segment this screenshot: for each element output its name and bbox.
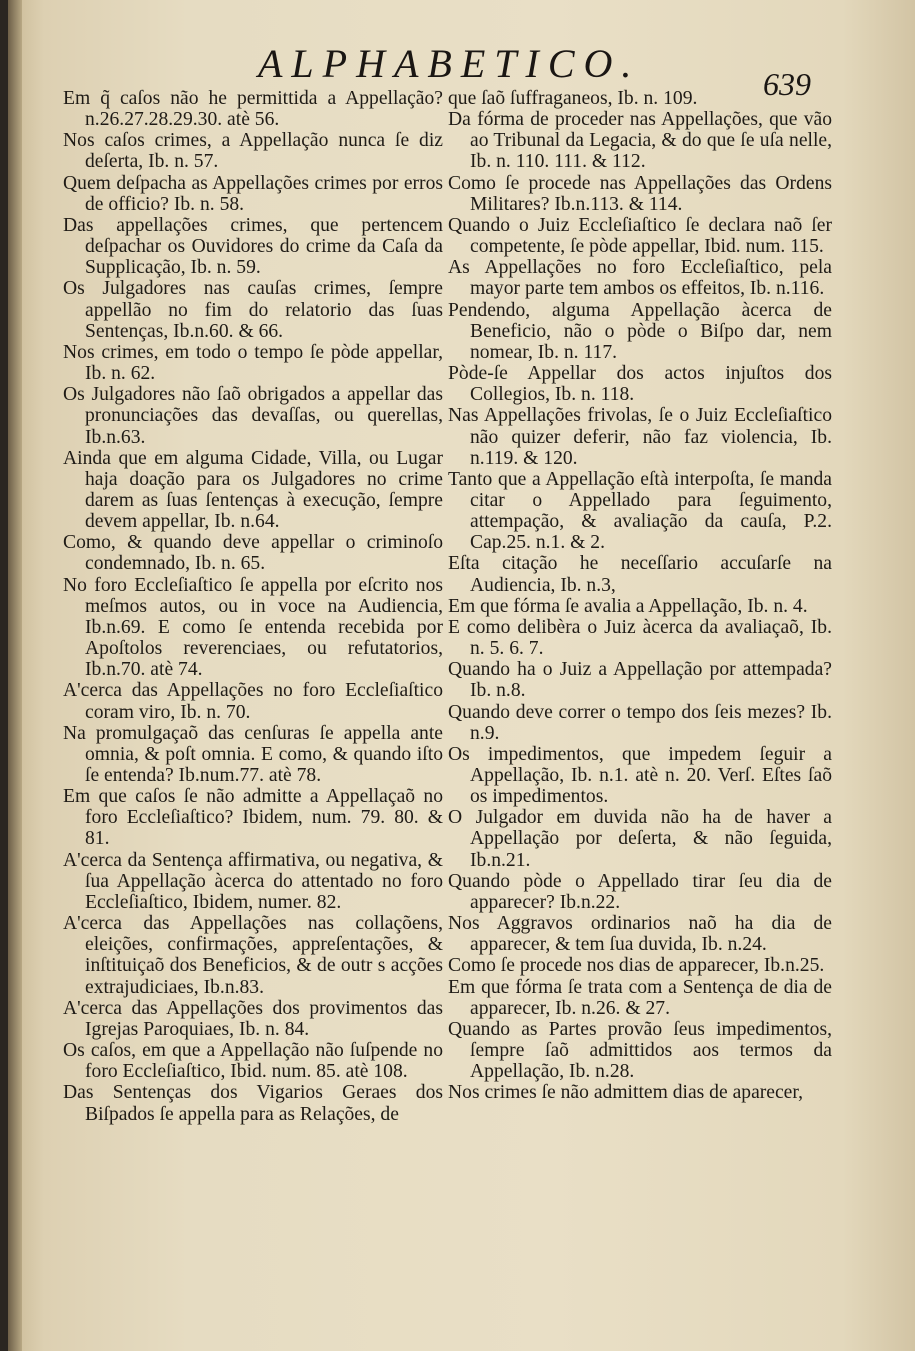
index-entry: Nos crimes ſe não admittem dias de aparecer,: [448, 1082, 804, 1104]
index-entry: A'cerca das Appellações dos provimentos das Igrejas Paroquiaes, Ib. n. 84.: [63, 997, 443, 1040]
book-page: [8, 0, 915, 1351]
right-index-column: [448, 88, 832, 1104]
index-entry: Quando pòde o Appellado tirar ſeu dia de apparecer? Ib.n.22.: [448, 870, 832, 913]
index-entry: E como delibèra o Juiz àcerca da avaliaçaõ, Ib. n. 5. 6. 7.: [448, 616, 832, 660]
index-entry: Nos caſos crimes, a Appellação nunca ſe diz deſerta, Ib. n. 57.: [63, 130, 443, 173]
index-entry: Como, & quando deve appellar o criminoſo condemnado, Ib. n. 65.: [63, 532, 443, 575]
index-entry: Em q̃ caſos não he permittida a Appellação? n.26.27.28.29.30. atè 56.: [63, 88, 443, 131]
page-number: 639: [763, 66, 811, 102]
index-entry: Nos Aggravos ordinarios naõ ha dia de apparecer, & tem ſua duvida, Ib. n.24.: [448, 913, 832, 956]
index-entry: O Julgador em duvida não ha de haver a Appellação por deſerta, & não ſeguida, Ib.n.21.: [448, 807, 832, 871]
index-entry: Pendendo, alguma Appellação àcerca de Beneficio, não o pòde o Biſpo dar, nem nomear, Ib. n. 117.: [448, 299, 832, 363]
index-entry: As Appellações no foro Eccleſiaſtico, pela mayor parte tem ambos os effeitos, Ib. n.116.: [448, 257, 832, 300]
index-entry: Os caſos, em que a Appellação não ſuſpende no foro Eccleſiaſtico, Ibid. num. 85. atè 108.: [63, 1040, 443, 1083]
index-entry: A'cerca das Appellações nas collaçõens, eleições, confirmações, appreſentações, & inſtituiçaõ dos Beneficios, & de outr s acções extrajudiciaes, Ib.n.83.: [63, 913, 443, 998]
index-entry: Pòde-ſe Appellar dos actos injuſtos dos Collegios, Ib. n. 118.: [448, 363, 832, 406]
index-entry: Tanto que a Appellação eſtà interpoſta, ſe manda citar o Appellado para ſeguimento, attempação, & avaliação da cauſa, P.2. Cap.25. n.1. & 2.: [448, 468, 832, 554]
index-entry: Os Julgadores nas cauſas crimes, ſempre appellão no fim do relatorio das ſuas Sentenças, Ib.n.60. & 66.: [63, 278, 443, 342]
index-entry: Em que fórma ſe trata com a Sentença de dia de apparecer, Ib. n.26. & 27.: [448, 976, 832, 1019]
left-index-column: [63, 88, 443, 1125]
index-entry: Os Julgadores não ſaõ obrigados a appellar das pronunciações das devaſſas, ou querellas, Ib.n.63.: [63, 384, 443, 448]
index-entry: Quando o Juiz Eccleſiaſtico ſe declara naõ ſer competente, ſe pòde appellar, Ibid. num. 115.: [448, 214, 832, 258]
index-entry: Em que caſos ſe não admitte a Appellaçaõ no foro Eccleſiaſtico? Ibidem, num. 79. 80. & 81.: [63, 786, 443, 850]
index-entry: Nas Appellações frivolas, ſe o Juiz Eccleſiaſtico não quizer deferir, não faz violencia, Ib. n.119. & 120.: [448, 405, 832, 469]
index-entry: Nos crimes, em todo o tempo ſe pòde appellar, Ib. n. 62.: [63, 341, 443, 385]
index-entry: Como ſe procede nos dias de apparecer, Ib.n.25.: [448, 955, 825, 977]
index-entry: Das appellações crimes, que pertencem deſpachar os Ouvidores do crime da Caſa da Supplicação, Ib. n. 59.: [63, 214, 443, 279]
index-entry: Em que fórma ſe avalia a Appellação, Ib. n. 4.: [448, 595, 808, 617]
index-entry: Quando deve correr o tempo dos ſeis mezes? Ib. n.9.: [448, 701, 832, 744]
index-entry: Quem deſpacha as Appellações crimes por erros de officio? Ib. n. 58.: [63, 172, 443, 215]
index-entry: Das Sentenças dos Vigarios Geraes dos Biſpados ſe appella para as Relações, de: [63, 1082, 443, 1125]
index-entry: Da fórma de proceder nas Appellações, que vão ao Tribunal da Legacia, & do que ſe uſa nelle, Ib. n. 110. 111. & 112.: [448, 109, 832, 173]
index-entry: Quando as Partes provão ſeus impedimentos, ſempre ſaõ admittidos aos termos da Appellação, Ib. n.28.: [448, 1018, 832, 1083]
page-gutter: [8, 0, 22, 1351]
index-entry: No foro Eccleſiaſtico ſe appella por eſcrito nos meſmos autos, ou in voce na Audiencia, Ib.n.69. E como ſe entenda recebida por Apoſtolos reverenciaes, ou refutatorios, Ib.n.70. atè 74.: [63, 574, 443, 681]
index-entry: Eſta citação he neceſſario accuſarſe na Audiencia, Ib. n.3,: [448, 553, 832, 596]
index-entry: Os impedimentos, que impedem ſeguir a Appellação, Ib. n.1. atè n. 20. Verſ. Eſtes ſaõ os impedimentos.: [448, 743, 832, 808]
index-entry: Ainda que em alguma Cidade, Villa, ou Lugar haja doação para os Julgadores no crime darem as ſuas ſentenças à execução, ſempre devem appellar, Ib. n.64.: [63, 447, 443, 533]
running-title: ALPHABETICO.: [258, 41, 641, 86]
index-entry: Como ſe procede nas Appellações das Ordens Militares? Ib.n.113. & 114.: [448, 172, 832, 215]
index-entry: Quando ha o Juiz a Appellação por attempada? Ib. n.8.: [448, 659, 832, 702]
index-entry: Na promulgaçaõ das cenſuras ſe appella ante omnia, & poſt omnia. E como, & quando iſto ſe entenda? Ib.num.77. atè 78.: [63, 722, 443, 786]
index-entry: A'cerca das Appellações no foro Eccleſiaſtico coram viro, Ib. n. 70.: [63, 680, 443, 723]
index-entry: que ſaõ ſuffraganeos, Ib. n. 109.: [448, 88, 698, 109]
index-entry: A'cerca da Sentença affirmativa, ou negativa, & ſua Appellação àcerca do attentado no foro Eccleſiaſtico, Ibidem, numer. 82.: [63, 849, 443, 913]
